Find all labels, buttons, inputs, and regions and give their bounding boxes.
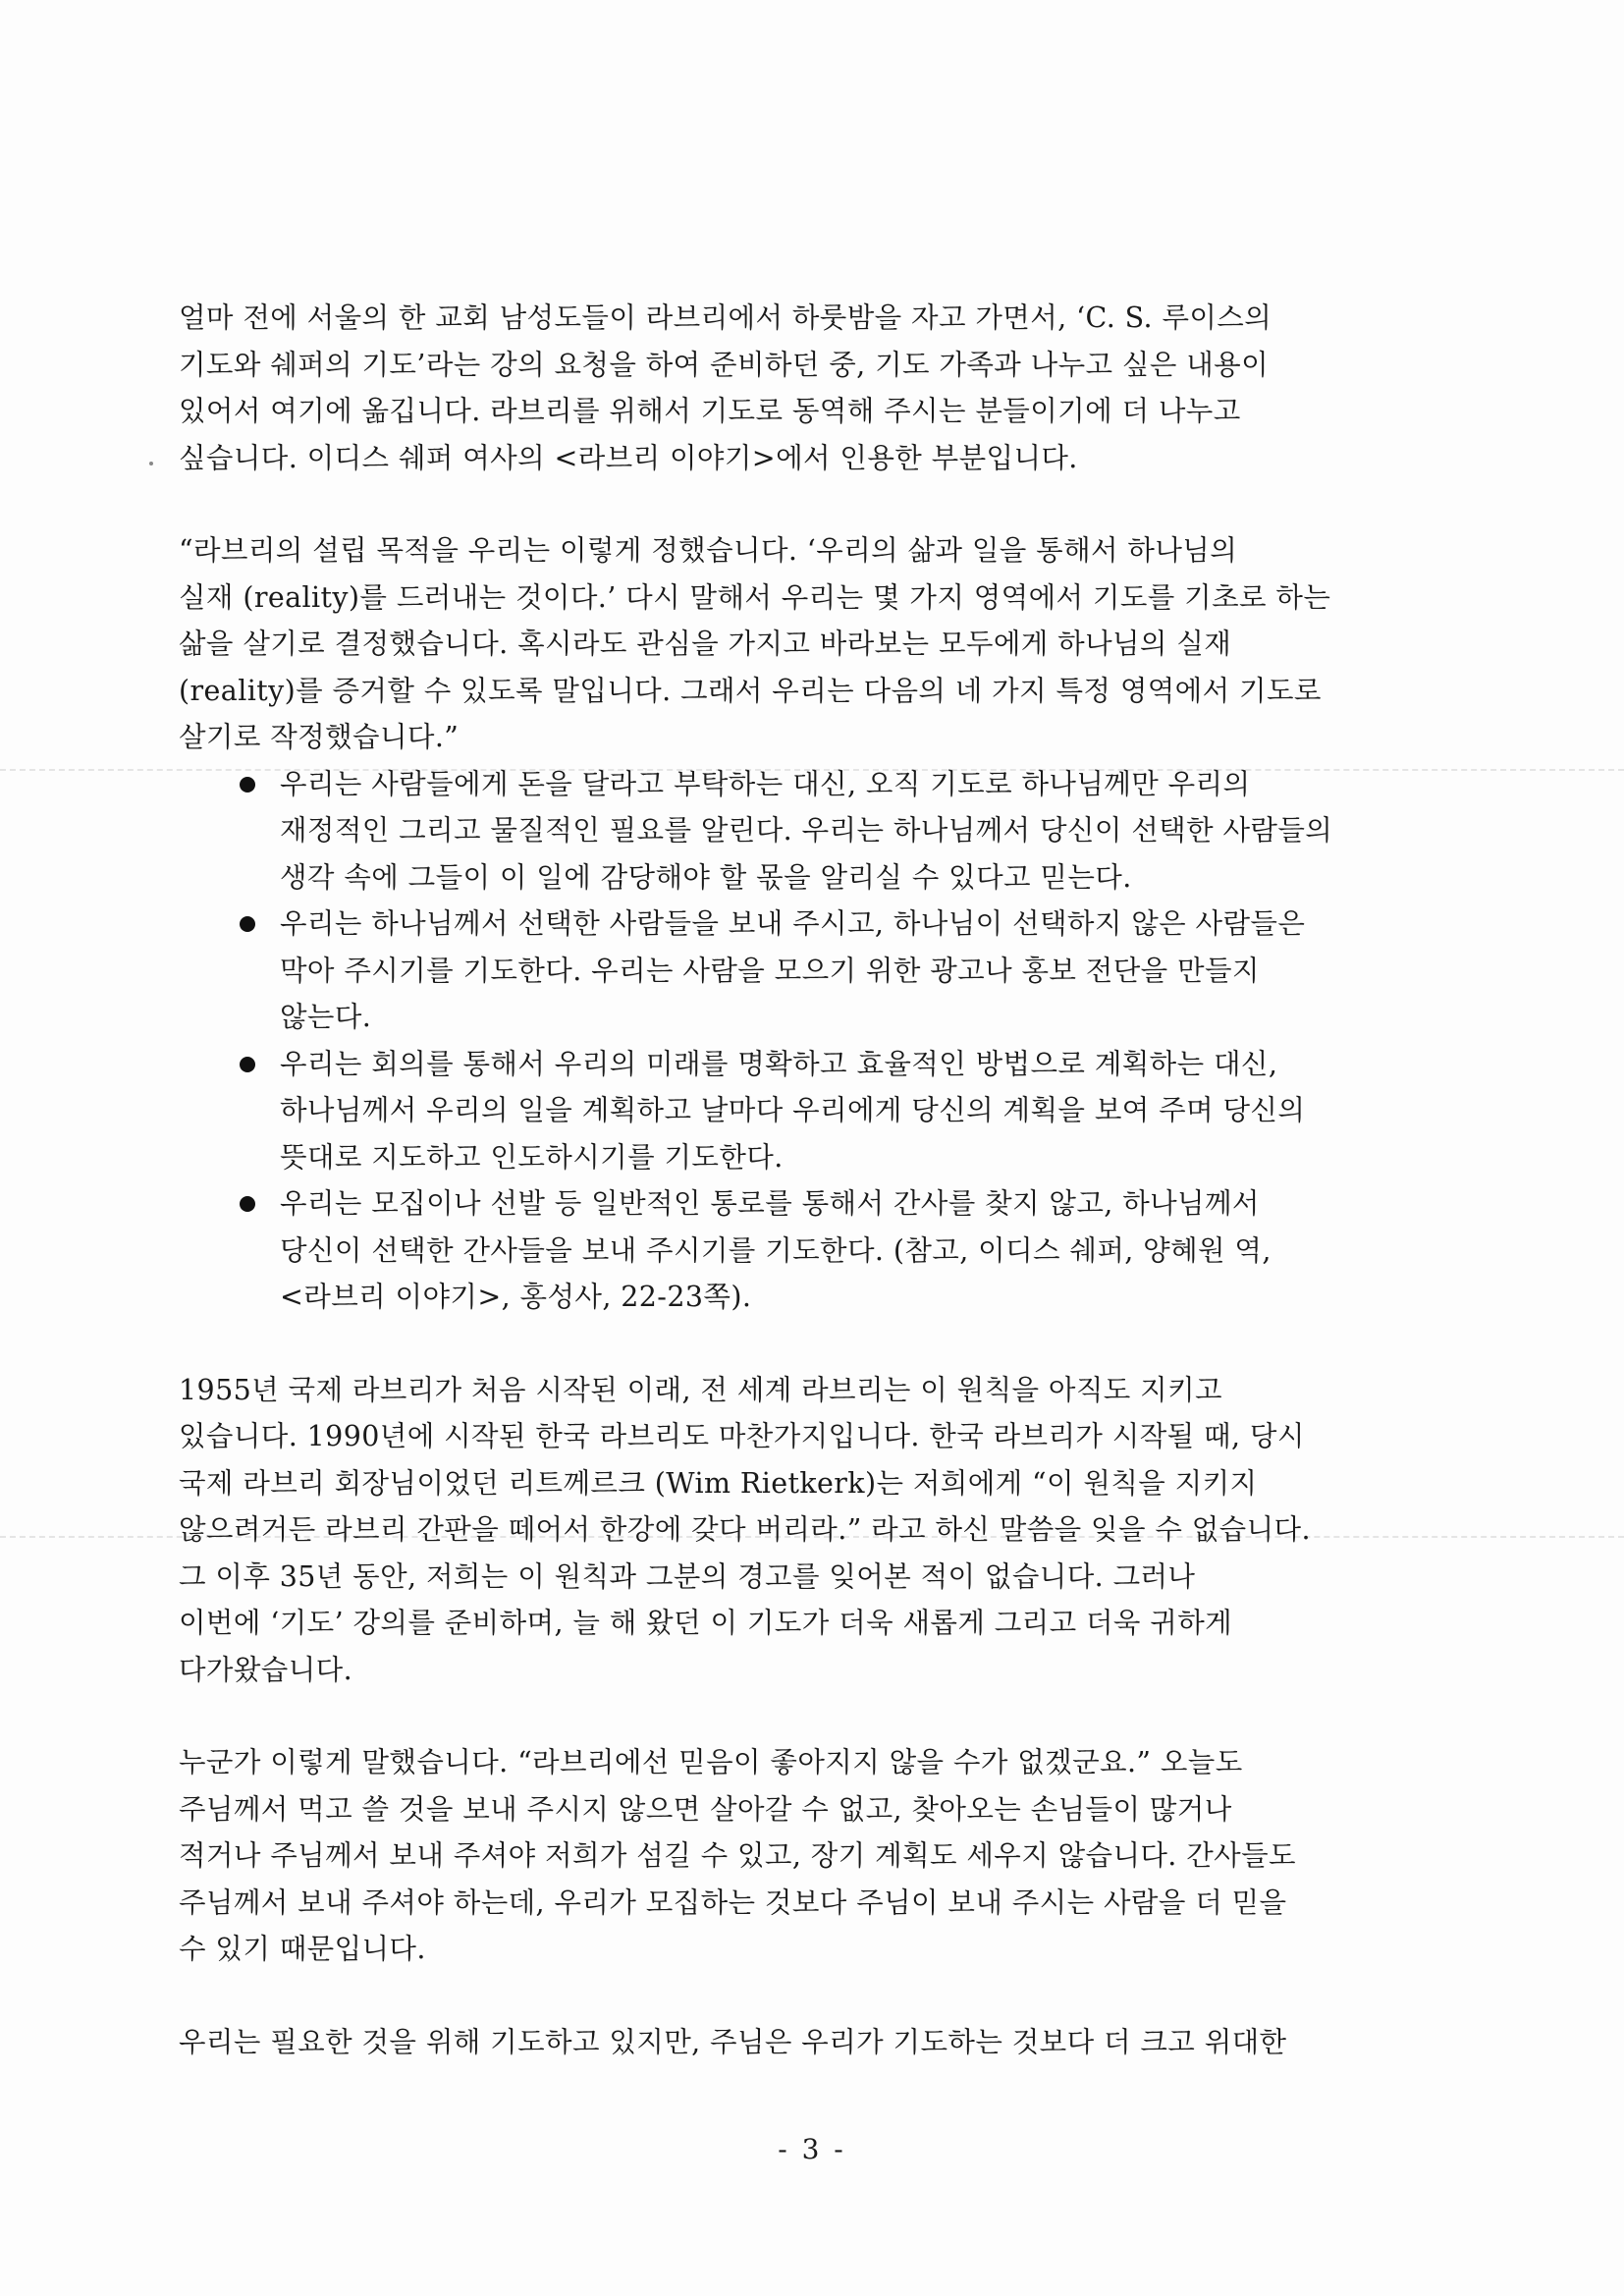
- text-line: 실재 (reality)를 드러내는 것이다.’ 다시 말해서 우리는 몇 가지 영역에서 기도를 기초로 하는: [179, 580, 1331, 614]
- closing-paragraph: [179, 2019, 1445, 2066]
- text-line: <라브리 이야기>, 홍성사, 22-23쪽).: [280, 1281, 752, 1313]
- text-line: 막아 주시기를 기도한다. 우리는 사람을 모으기 위한 광고나 홍보 전단을 만들지: [280, 954, 1260, 987]
- text-line: 싶습니다. 이디스 쉐퍼 여사의 <라브리 이야기>에서 인용한 부분입니다.: [179, 441, 1078, 474]
- bullet-icon: [240, 1196, 255, 1212]
- body-text: [179, 295, 1445, 2065]
- text-line: 재정적인 그리고 물질적인 필요를 알린다. 우리는 하나님께서 당신이 선택한 사람들의: [280, 814, 1333, 847]
- text-line: 우리는 회의를 통해서 우리의 미래를 명확하고 효율적인 방법으로 계획하는 대신,: [280, 1047, 1278, 1080]
- list-item: [179, 901, 1445, 1041]
- bullet-icon: [240, 1057, 255, 1072]
- text-line: 얼마 전에 서울의 한 교회 남성도들이 라브리에서 하룻밤을 자고 가면서, ‘C. S. 루이스의: [179, 301, 1272, 334]
- text-line: 우리는 필요한 것을 위해 기도하고 있지만, 주님은 우리가 기도하는 것보다 더 크고 위대한: [179, 2025, 1287, 2058]
- text-line: (reality)를 증거할 수 있도록 말입니다. 그래서 우리는 다음의 네 가지 특정 영역에서 기도로: [179, 674, 1322, 707]
- text-line: 1955년 국제 라브리가 처음 시작된 이래, 전 세계 라브리는 이 원칙을 아직도 지키고: [179, 1373, 1222, 1406]
- text-line: 그 이후 35년 동안, 저희는 이 원칙과 그분의 경고를 잊어본 적이 없습니다. 그러나: [179, 1559, 1196, 1593]
- text-line: 누군가 이렇게 말했습니다. “라브리에선 믿음이 좋아지지 않을 수가 없겠군요.” 오늘도: [179, 1746, 1243, 1778]
- text-line: 우리는 하나님께서 선택한 사람들을 보내 주시고, 하나님이 선택하지 않은 사람들은: [280, 907, 1306, 940]
- text-line: 뜻대로 지도하고 인도하시기를 기도한다.: [280, 1140, 784, 1174]
- text-line: 우리는 모집이나 선발 등 일반적인 통로를 통해서 간사를 찾지 않고, 하나님께서: [280, 1187, 1260, 1220]
- text-line: 하나님께서 우리의 일을 계획하고 날마다 우리에게 당신의 계획을 보여 주며 당신의: [280, 1094, 1306, 1126]
- paragraph-gap: [179, 1321, 1445, 1367]
- list-item: [179, 1041, 1445, 1181]
- quote-paragraph: [179, 527, 1445, 761]
- intro-paragraph: [179, 295, 1445, 481]
- text-line: 우리는 사람들에게 돈을 달라고 부탁하는 대신, 오직 기도로 하나님께만 우리의: [280, 767, 1251, 800]
- text-line: 당신이 선택한 간사들을 보내 주시기를 기도한다. (참고, 이디스 쉐퍼, 양혜원 역,: [280, 1233, 1272, 1267]
- text-line: 않는다.: [280, 1001, 372, 1033]
- list-item: [179, 761, 1445, 902]
- bullet-icon: [240, 916, 255, 932]
- text-line: 삶을 살기로 결정했습니다. 혹시라도 관심을 가지고 바라보는 모두에게 하나님의 실재: [179, 628, 1232, 660]
- text-line: 생각 속에 그들이 이 일에 감당해야 할 몫을 알리실 수 있다고 믿는다.: [280, 860, 1132, 894]
- scan-speck: [149, 462, 153, 465]
- history-paragraph: [179, 1367, 1445, 1694]
- paragraph-gap: [179, 481, 1445, 527]
- text-line: 있어서 여기에 옮깁니다. 라브리를 위해서 기도로 동역해 주시는 분들이기에 더 나누고: [179, 395, 1241, 427]
- bullet-icon: [240, 777, 255, 793]
- text-line: 살기로 작정했습니다.”: [179, 721, 460, 753]
- paragraph-gap: [179, 1693, 1445, 1739]
- paragraph-gap: [179, 1973, 1445, 2019]
- page-number: - 3 -: [778, 2133, 846, 2165]
- text-line: 있습니다. 1990년에 시작된 한국 라브리도 마찬가지입니다. 한국 라브리가 시작될 때, 당시: [179, 1420, 1305, 1452]
- principles-list: [179, 761, 1445, 1321]
- faith-paragraph: [179, 1739, 1445, 1973]
- text-line: 주님께서 보내 주셔야 하는데, 우리가 모집하는 것보다 주님이 보내 주시는 사람을 더 믿을: [179, 1886, 1287, 1919]
- text-line: 수 있기 때문입니다.: [179, 1933, 426, 1965]
- text-line: 않으려거든 라브리 간판을 떼어서 한강에 갖다 버리라.” 라고 하신 말씀을 잊을 수 없습니다.: [179, 1513, 1311, 1546]
- list-item: [179, 1180, 1445, 1321]
- text-line: 이번에 ‘기도’ 강의를 준비하며, 늘 해 왔던 이 기도가 더욱 새롭게 그리고 더욱 귀하게: [179, 1607, 1233, 1639]
- text-line: 주님께서 먹고 쓸 것을 보내 주시지 않으면 살아갈 수 없고, 찾아오는 손님들이 많거나: [179, 1792, 1232, 1826]
- text-line: 국제 라브리 회장님이었던 리트께르크 (Wim Rietkerk)는 저희에게 “이 원칙을 지키지: [179, 1466, 1258, 1500]
- text-line: “라브리의 설립 목적을 우리는 이렇게 정했습니다. ‘우리의 삶과 일을 통해서 하나님의: [179, 534, 1238, 567]
- text-line: 적거나 주님께서 보내 주셔야 저희가 섬길 수 있고, 장기 계획도 세우지 않습니다. 간사들도: [179, 1839, 1296, 1872]
- text-line: 다가왔습니다.: [179, 1653, 353, 1686]
- text-line: 기도와 쉐퍼의 기도’라는 강의 요청을 하여 준비하던 중, 기도 가족과 나누고 싶은 내용이: [179, 348, 1270, 381]
